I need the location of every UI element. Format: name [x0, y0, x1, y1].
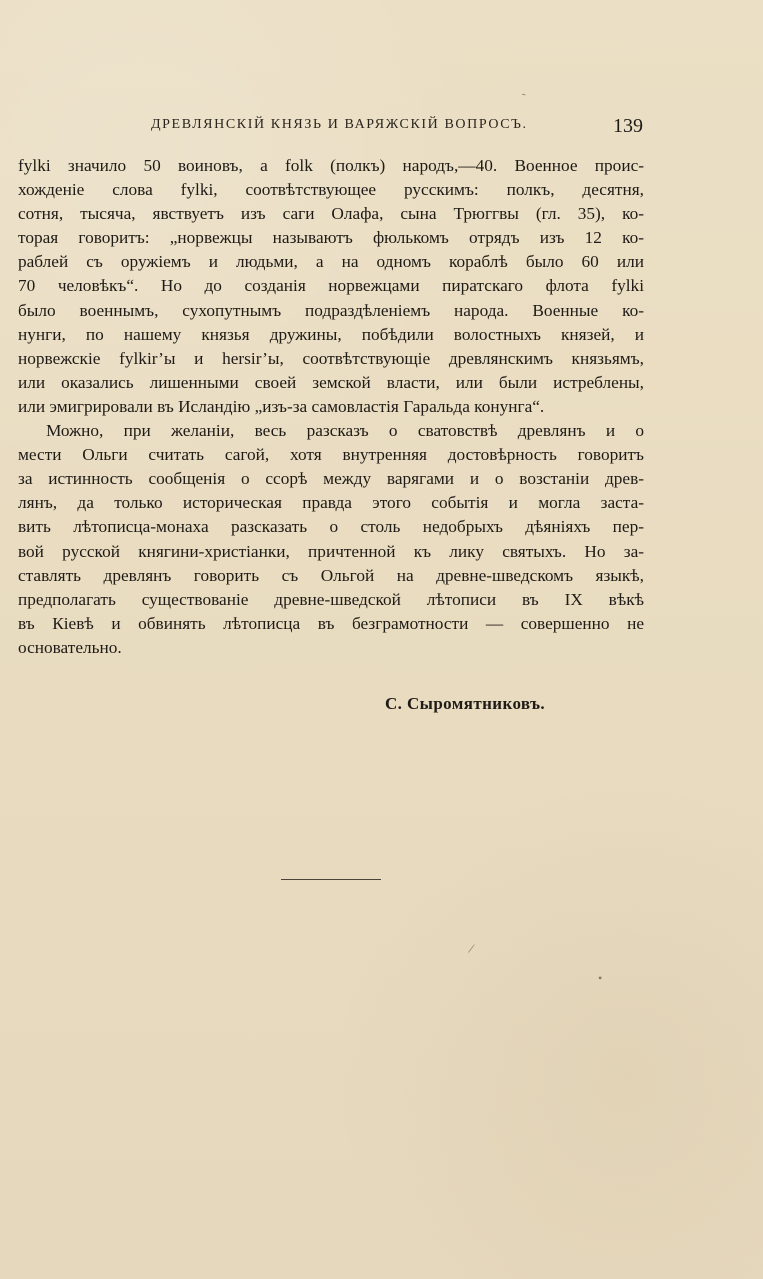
page-mark: •: [598, 971, 603, 985]
running-head: ДРЕВЛЯНСКІЙ КНЯЗЬ И ВАРЯЖСКІЙ ВОПРОСЪ.: [151, 117, 528, 132]
section-rule: [281, 879, 381, 880]
text-line: или эмигрировали въ Исландію „изъ-за самовластія Гаральда конунга“.: [18, 396, 545, 416]
page-number: 139: [613, 115, 643, 137]
page-header: [151, 117, 643, 141]
text-line: основательно.: [18, 637, 122, 657]
text-line: Можно, при желаніи, весь разсказъ о сватовствѣ древлянъ и о: [46, 421, 644, 441]
text-line: норвежскіе fylkir’ы и hersir’ы, соотвѣтствующіе древлянскимъ князьямъ,: [18, 348, 644, 368]
text-line: предполагать существованіе древне-шведской лѣтописи въ IX вѣкѣ: [18, 589, 644, 609]
text-line: за истинность сообщенія о ссорѣ между варягами и о возстаніи древ-: [18, 469, 644, 489]
page-mark: /: [466, 941, 476, 958]
text-line: сотня, тысяча, явствуетъ изъ саги Олафа, сына Трюггвы (гл. 35), ко-: [18, 204, 644, 224]
text-line: въ Кіевѣ и обвинять лѣтописца въ безграмотности — совершенно не: [18, 613, 644, 633]
text-line: или оказались лишенными своей земской власти, или были истреблены,: [18, 372, 644, 392]
article-text: [18, 154, 644, 660]
text-line: мести Ольги считать сагой, хотя внутренняя достовѣрность говоритъ: [18, 445, 644, 465]
text-line: вить лѣтописца-монаха разсказать о столь недобрыхъ дѣяніяхъ пер-: [18, 517, 644, 537]
text-line: 70 человѣкъ“. Но до созданія норвежцами пиратскаго флота fylki: [18, 276, 644, 296]
text-line: ставлять древлянъ говорить съ Ольгой на древне-шведскомъ языкѣ,: [18, 565, 644, 585]
text-line: было военнымъ, сухопутнымъ подраздѣленіемъ народа. Военные ко-: [18, 300, 644, 320]
text-line: хожденіе слова fylki, соотвѣтствующее русскимъ: полкъ, десятня,: [18, 180, 644, 200]
text-line: нунги, по нашему князья дружины, побѣдили волостныхъ князей, и: [18, 324, 644, 344]
text-line: fylki значило 50 воиновъ, а folk (полкъ) народъ,—40. Военное проис-: [18, 156, 644, 175]
text-line: лянъ, да только историческая правда этого событія и могла заста-: [18, 493, 644, 513]
text-line: раблей съ оружіемъ и людьми, а на одномъ кораблѣ было 60 или: [18, 252, 644, 272]
page-mark: `: [520, 90, 533, 109]
author-signature: С. Сыромятниковъ.: [385, 694, 546, 713]
text-line: торая говоритъ: „норвежцы называютъ фюлькомъ отрядъ изъ 12 ко-: [18, 228, 644, 248]
text-line: вой русской княгини-христіанки, причтенной къ лику святыхъ. Но за-: [18, 541, 644, 561]
